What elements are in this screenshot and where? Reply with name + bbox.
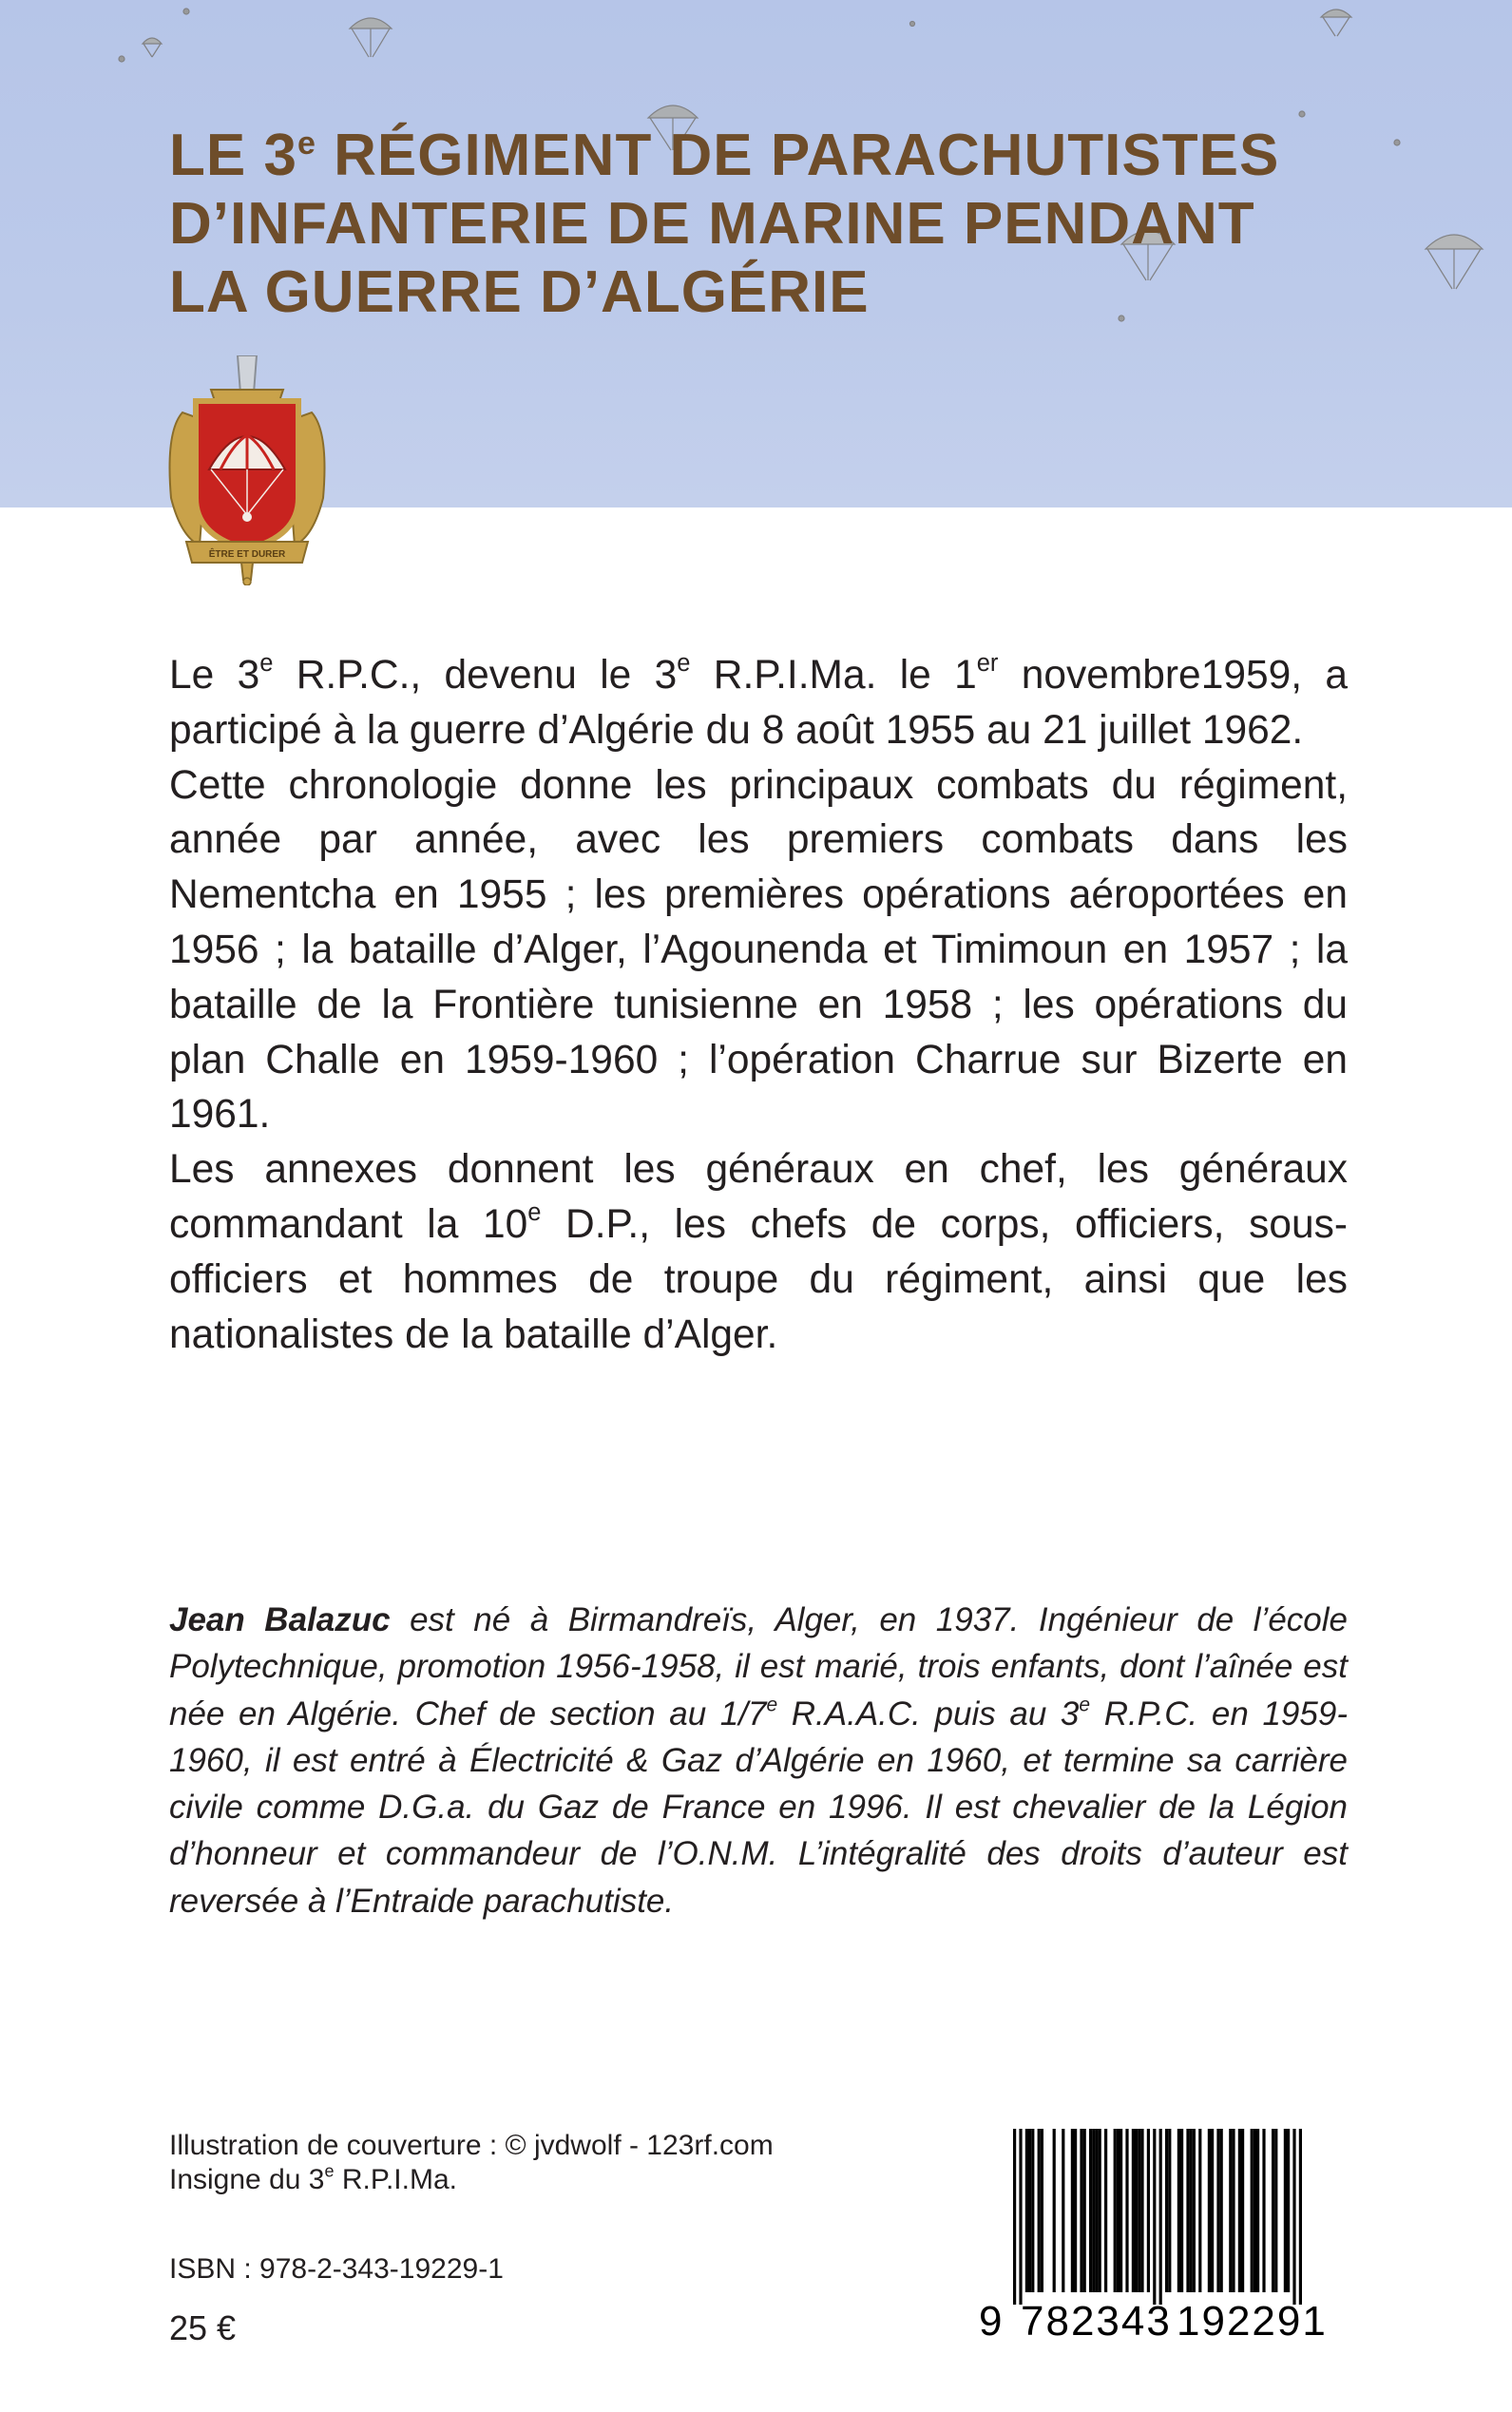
barcode-bar: [1135, 2129, 1138, 2292]
isbn-barcode: [979, 2129, 1330, 2345]
barcode-bar: [1080, 2129, 1082, 2292]
barcode-bar: [1216, 2129, 1219, 2292]
title-line-1: LE 3e RÉGIMENT DE PARACHUTISTES: [169, 123, 1280, 188]
barcode-bar: [1083, 2129, 1086, 2292]
parachute-icon: [143, 38, 162, 57]
barcode-bars: [979, 2129, 1330, 2305]
barcode-bar: [1159, 2129, 1162, 2305]
barcode-bar: [1229, 2129, 1232, 2292]
barcode-bar: [1053, 2129, 1056, 2292]
parachute-icon: [1426, 235, 1483, 289]
barcode-bar: [1147, 2129, 1150, 2292]
barcode-digits-right: 192291: [1177, 2298, 1328, 2345]
barcode-bar: [1272, 2129, 1274, 2292]
isbn-number: ISBN : 978-2-343-19229-1: [169, 2253, 504, 2285]
summary-paragraph-3: Les annexes donnent les généraux en chef, les généraux commandant la 10e D.P., les chefs de corps, officiers, sous-officiers et hommes de troupe du régiment, ainsi que les nationalistes de la bataille d’Alger.: [169, 1147, 1349, 1357]
insignia-credit: Insigne du 3e R.P.I.Ma.: [169, 2161, 457, 2195]
barcode-bar: [1177, 2129, 1180, 2292]
barcode-bar: [1104, 2129, 1107, 2292]
barcode-bar: [1089, 2129, 1092, 2292]
barcode-bar: [1292, 2129, 1295, 2305]
badge-motto: ÊTRE ET DURER: [208, 549, 286, 560]
barcode-bar: [1028, 2129, 1031, 2292]
barcode-digits: [979, 2298, 1330, 2345]
barcode-bar: [1168, 2129, 1171, 2292]
title-line-3: LA GUERRE D’ALGÉRIE: [169, 259, 870, 325]
parachute-icon: [350, 18, 392, 57]
barcode-bar: [1180, 2129, 1183, 2292]
barcode-bar: [1165, 2129, 1168, 2292]
barcode-bar: [1125, 2129, 1128, 2292]
barcode-bar: [1238, 2129, 1241, 2292]
regimental-badge-icon: [162, 355, 333, 585]
barcode-bar: [1232, 2129, 1234, 2292]
barcode-bar: [1092, 2129, 1095, 2292]
barcode-digits-left: 782343: [1021, 2298, 1172, 2345]
barcode-bar: [1013, 2129, 1016, 2305]
barcode-bar: [1095, 2129, 1098, 2292]
title-line-2: D’INFANTERIE DE MARINE PENDANT: [169, 191, 1255, 257]
book-summary: [169, 648, 1348, 1362]
barcode-bar: [1241, 2129, 1244, 2292]
summary-paragraph-1: Le 3e R.P.C., devenu le 3e R.P.I.Ma. le 1er novembre1959, a participé à la guerre d’Algérie du 8 août 1955 au 21 juillet 1962.: [169, 650, 1348, 753]
barcode-bar: [1299, 2129, 1302, 2305]
author-bio: Jean Balazuc est né à Birmandreïs, Alger, en 1937. Ingénieur de l’école Polytechnique, promotion 1956-1958, il est marié, trois enfants, dont l’aînée est née en Algérie. Chef de section au 1/7e R.A.A.C. puis au 3e R.P.C. en 1959-1960, il est entré à Électricité & Gaz d’Algérie en 1960, et termine sa carrière civile comme D.G.a. du Gaz de France en 1996. Il est chevalier de la Légion d’honneur et commandeur de l’O.N.M. L’intégralité des droits d’auteur est reversée à l’Entraide parachutiste.: [169, 1601, 1349, 1920]
author-name: Jean Balazuc: [169, 1601, 391, 1638]
book-title: [169, 122, 1367, 327]
barcode-bar: [1262, 2129, 1265, 2292]
barcode-bar: [1274, 2129, 1277, 2292]
parachute-icon: [1321, 10, 1351, 36]
barcode-bar: [1114, 2129, 1117, 2292]
barcode-bar: [1071, 2129, 1074, 2292]
barcode-digit-prefix: 9: [979, 2298, 1005, 2345]
barcode-bar: [1198, 2129, 1201, 2292]
barcode-bar: [1038, 2129, 1041, 2292]
barcode-bar: [1284, 2129, 1287, 2292]
barcode-bar: [1208, 2129, 1211, 2292]
barcode-bar: [1074, 2129, 1077, 2292]
barcode-bar: [1211, 2129, 1214, 2292]
barcode-bar: [1062, 2129, 1064, 2292]
barcode-bar: [1099, 2129, 1101, 2292]
barcode-bar: [1287, 2129, 1290, 2292]
barcode-bar: [1254, 2129, 1256, 2292]
barcode-bar: [1140, 2129, 1143, 2292]
barcode-bar: [1132, 2129, 1135, 2292]
barcode-bar: [1193, 2129, 1196, 2292]
barcode-bar: [1220, 2129, 1223, 2292]
barcode-bar: [1190, 2129, 1193, 2292]
summary-paragraph-2: Cette chronologie donne les principaux combats du régiment, année par année, avec les premiers combats dans les Nementcha en 1955 ; les premières opérations aéroportées en 1956 ; la bataille d’Alger, l’Agounenda et Timimoun en 1957 ; la bataille de la Frontière tunisienne en 1958 ; les opérations du plan Challe en 1959-1960 ; l’opération Charrue sur Bizerte en 1961.: [169, 762, 1348, 1138]
barcode-bar: [1251, 2129, 1254, 2292]
barcode-bar: [1138, 2129, 1140, 2292]
book-price: 25 €: [169, 2308, 237, 2347]
cover-illustration-credit: Illustration de couverture : © jvdwolf - 123rf.com: [169, 2130, 774, 2161]
barcode-bar: [1256, 2129, 1259, 2292]
barcode-bar: [1019, 2129, 1022, 2305]
barcode-bar: [1025, 2129, 1028, 2292]
barcode-bar: [1041, 2129, 1043, 2292]
barcode-bar: [1031, 2129, 1034, 2292]
barcode-bar: [1153, 2129, 1156, 2305]
barcode-bar: [1186, 2129, 1189, 2292]
barcode-bar: [1120, 2129, 1122, 2292]
barcode-bar: [1117, 2129, 1120, 2292]
image-credits: [169, 2129, 774, 2197]
